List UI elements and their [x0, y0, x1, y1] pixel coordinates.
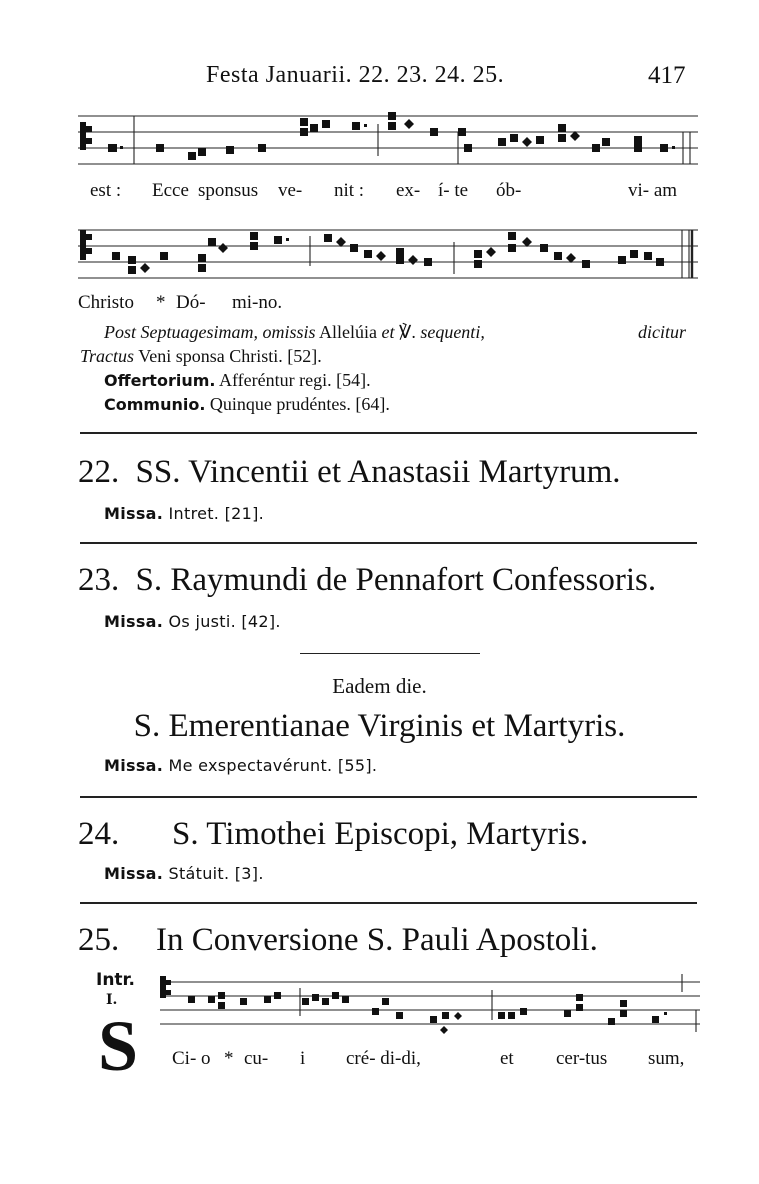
neume-staff-2	[78, 222, 698, 288]
rubric-tractus-text: Veni sponsa Christi. [52].	[138, 346, 322, 366]
feast-title-25: In Conversione S. Pauli Apostoli.	[156, 922, 598, 958]
feast-number-24: 24.	[78, 816, 120, 852]
divider-rule	[80, 902, 697, 904]
syllable: ób-	[496, 180, 522, 201]
introit-mode: I.	[106, 992, 118, 1008]
missa-text: Státuit. [3].	[168, 864, 264, 883]
feast-number: 22.	[78, 454, 120, 490]
syllable: vi- am	[628, 180, 678, 201]
missa-text: Me exspectavérunt. [55].	[168, 756, 378, 775]
running-head-title: Festa Januarii. 22. 23. 24. 25.	[206, 62, 505, 88]
neume-staff-introit	[160, 972, 700, 1052]
syllable: et	[500, 1048, 514, 1069]
syllable: sponsus	[198, 180, 259, 201]
syllable: cré- di-di,	[346, 1048, 421, 1069]
syllable: í- te	[438, 180, 469, 201]
page-number: 417	[648, 62, 686, 89]
syllable: sum,	[648, 1048, 685, 1069]
feast-heading-23	[78, 562, 656, 599]
syllable: nit :	[334, 180, 365, 201]
divider-rule	[80, 432, 697, 434]
syllable: Dó-	[176, 292, 206, 313]
syllable: Ci- o	[172, 1048, 211, 1069]
chant-staff-1	[78, 108, 698, 174]
feast-number-25: 25.	[78, 922, 120, 958]
introit-label: Intr.	[96, 970, 135, 990]
offertorium-text: Afferéntur regi. [54].	[218, 370, 371, 390]
rubric-dicitur-text: dicitur	[638, 322, 686, 342]
rubric-line-2	[80, 346, 322, 367]
syllable: ex-	[396, 180, 421, 201]
chant-lyrics-1	[78, 180, 698, 204]
rubric-post: Post Septuagesimam, omissis	[104, 322, 316, 342]
missa-line-23	[104, 612, 281, 631]
short-divider-rule	[300, 653, 480, 654]
feast-heading-emerentiana: S. Emerentianae Virginis et Martyris.	[133, 708, 626, 744]
syllable: ve-	[278, 180, 303, 201]
syllable: cer-tus	[556, 1048, 608, 1069]
chant-staff-2	[78, 222, 698, 288]
syllable: cu-	[244, 1048, 269, 1069]
communio-label: Communio.	[104, 395, 206, 414]
communio-line	[104, 394, 390, 415]
missa-line-emerentiana	[104, 756, 377, 775]
chant-lyrics-2	[78, 292, 698, 316]
rubric-sequenti: sequenti,	[420, 322, 485, 342]
introit-lyrics	[160, 1048, 700, 1072]
neume-staff-1	[78, 108, 698, 174]
missa-label: Missa.	[104, 504, 164, 523]
versicle-symbol: ℣.	[399, 322, 416, 342]
feast-number: 23.	[78, 562, 120, 598]
missa-line-22	[104, 504, 264, 523]
syllable: Ecce	[152, 180, 189, 201]
feast-title-24: S. Timothei Episcopi, Martyris.	[172, 816, 589, 852]
rubric-line-1	[104, 322, 485, 343]
missa-label: Missa.	[104, 612, 164, 631]
missa-text: Os justi. [42].	[168, 612, 281, 631]
syllable: Christo	[78, 292, 134, 313]
feast-heading-22	[78, 454, 621, 491]
offertorium-line	[104, 370, 371, 391]
syllable: mi-no.	[232, 292, 283, 313]
asterisk: *	[224, 1048, 234, 1069]
divider-rule	[80, 796, 697, 798]
introit-staff	[160, 972, 700, 1052]
rubric-alleluia: Allelúia	[319, 322, 377, 342]
communio-text: Quinque prudéntes. [64].	[209, 394, 390, 414]
syllable: i	[300, 1048, 306, 1069]
offertorium-label: Offertorium.	[104, 371, 216, 390]
eadem-die: Eadem die.	[332, 674, 427, 698]
feast-title: S. Raymundi de Pennafort Confessoris.	[135, 562, 657, 598]
missa-label: Missa.	[104, 864, 164, 883]
syllable: est :	[90, 180, 122, 201]
rubric-dicitur	[638, 322, 686, 343]
divider-rule	[80, 542, 697, 544]
feast-title: SS. Vincentii et Anastasii Martyrum.	[135, 454, 621, 490]
missa-label: Missa.	[104, 756, 164, 775]
rubric-et: et	[381, 322, 395, 342]
rubric-tractus: Tractus	[80, 346, 135, 366]
asterisk: *	[156, 292, 166, 313]
missa-line-24	[104, 864, 264, 883]
introit-initial: S	[98, 1006, 139, 1086]
missa-text: Intret. [21].	[168, 504, 265, 523]
